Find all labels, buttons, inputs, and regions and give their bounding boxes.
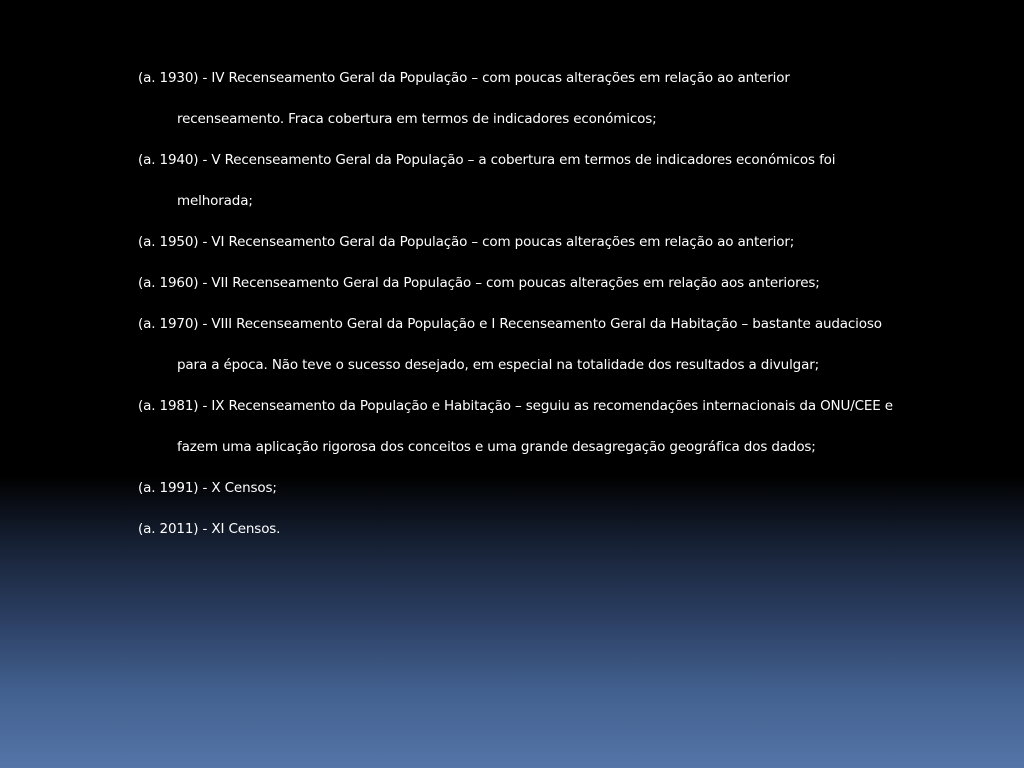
census-entry-1981: (a. 1981) - IX Recenseamento da População e Habitação – seguiu as recomendações internacionais da ONU/CEE e fazem uma aplicação rigorosa dos conceitos e uma grande desagregação geográfica dos dados; xyxy=(138,398,893,455)
census-entry-1950: (a. 1950) - VI Recenseamento Geral da População – com poucas alterações em relação ao anterior; xyxy=(138,234,795,250)
census-entry-2011: (a. 2011) - XI Censos. xyxy=(138,521,281,537)
census-entry-1930: (a. 1930) - IV Recenseamento Geral da População – com poucas alterações em relação ao anterior recenseamento. Fraca cobertura em termos de indicadores económicos; xyxy=(138,70,790,127)
census-entry-1940: (a. 1940) - V Recenseamento Geral da População – a cobertura em termos de indicadores económicos foi melhorada; xyxy=(138,152,836,209)
census-entry-1991: (a. 1991) - X Censos; xyxy=(138,480,277,496)
census-entry-1960: (a. 1960) - VII Recenseamento Geral da População – com poucas alterações em relação aos anteriores; xyxy=(138,275,820,291)
slide-content xyxy=(138,58,898,550)
census-entry-1970: (a. 1970) - VIII Recenseamento Geral da População e I Recenseamento Geral da Habitação – bastante audacioso para a época. Não teve o sucesso desejado, em especial na totalidade dos resultados a divulgar; xyxy=(138,316,882,373)
